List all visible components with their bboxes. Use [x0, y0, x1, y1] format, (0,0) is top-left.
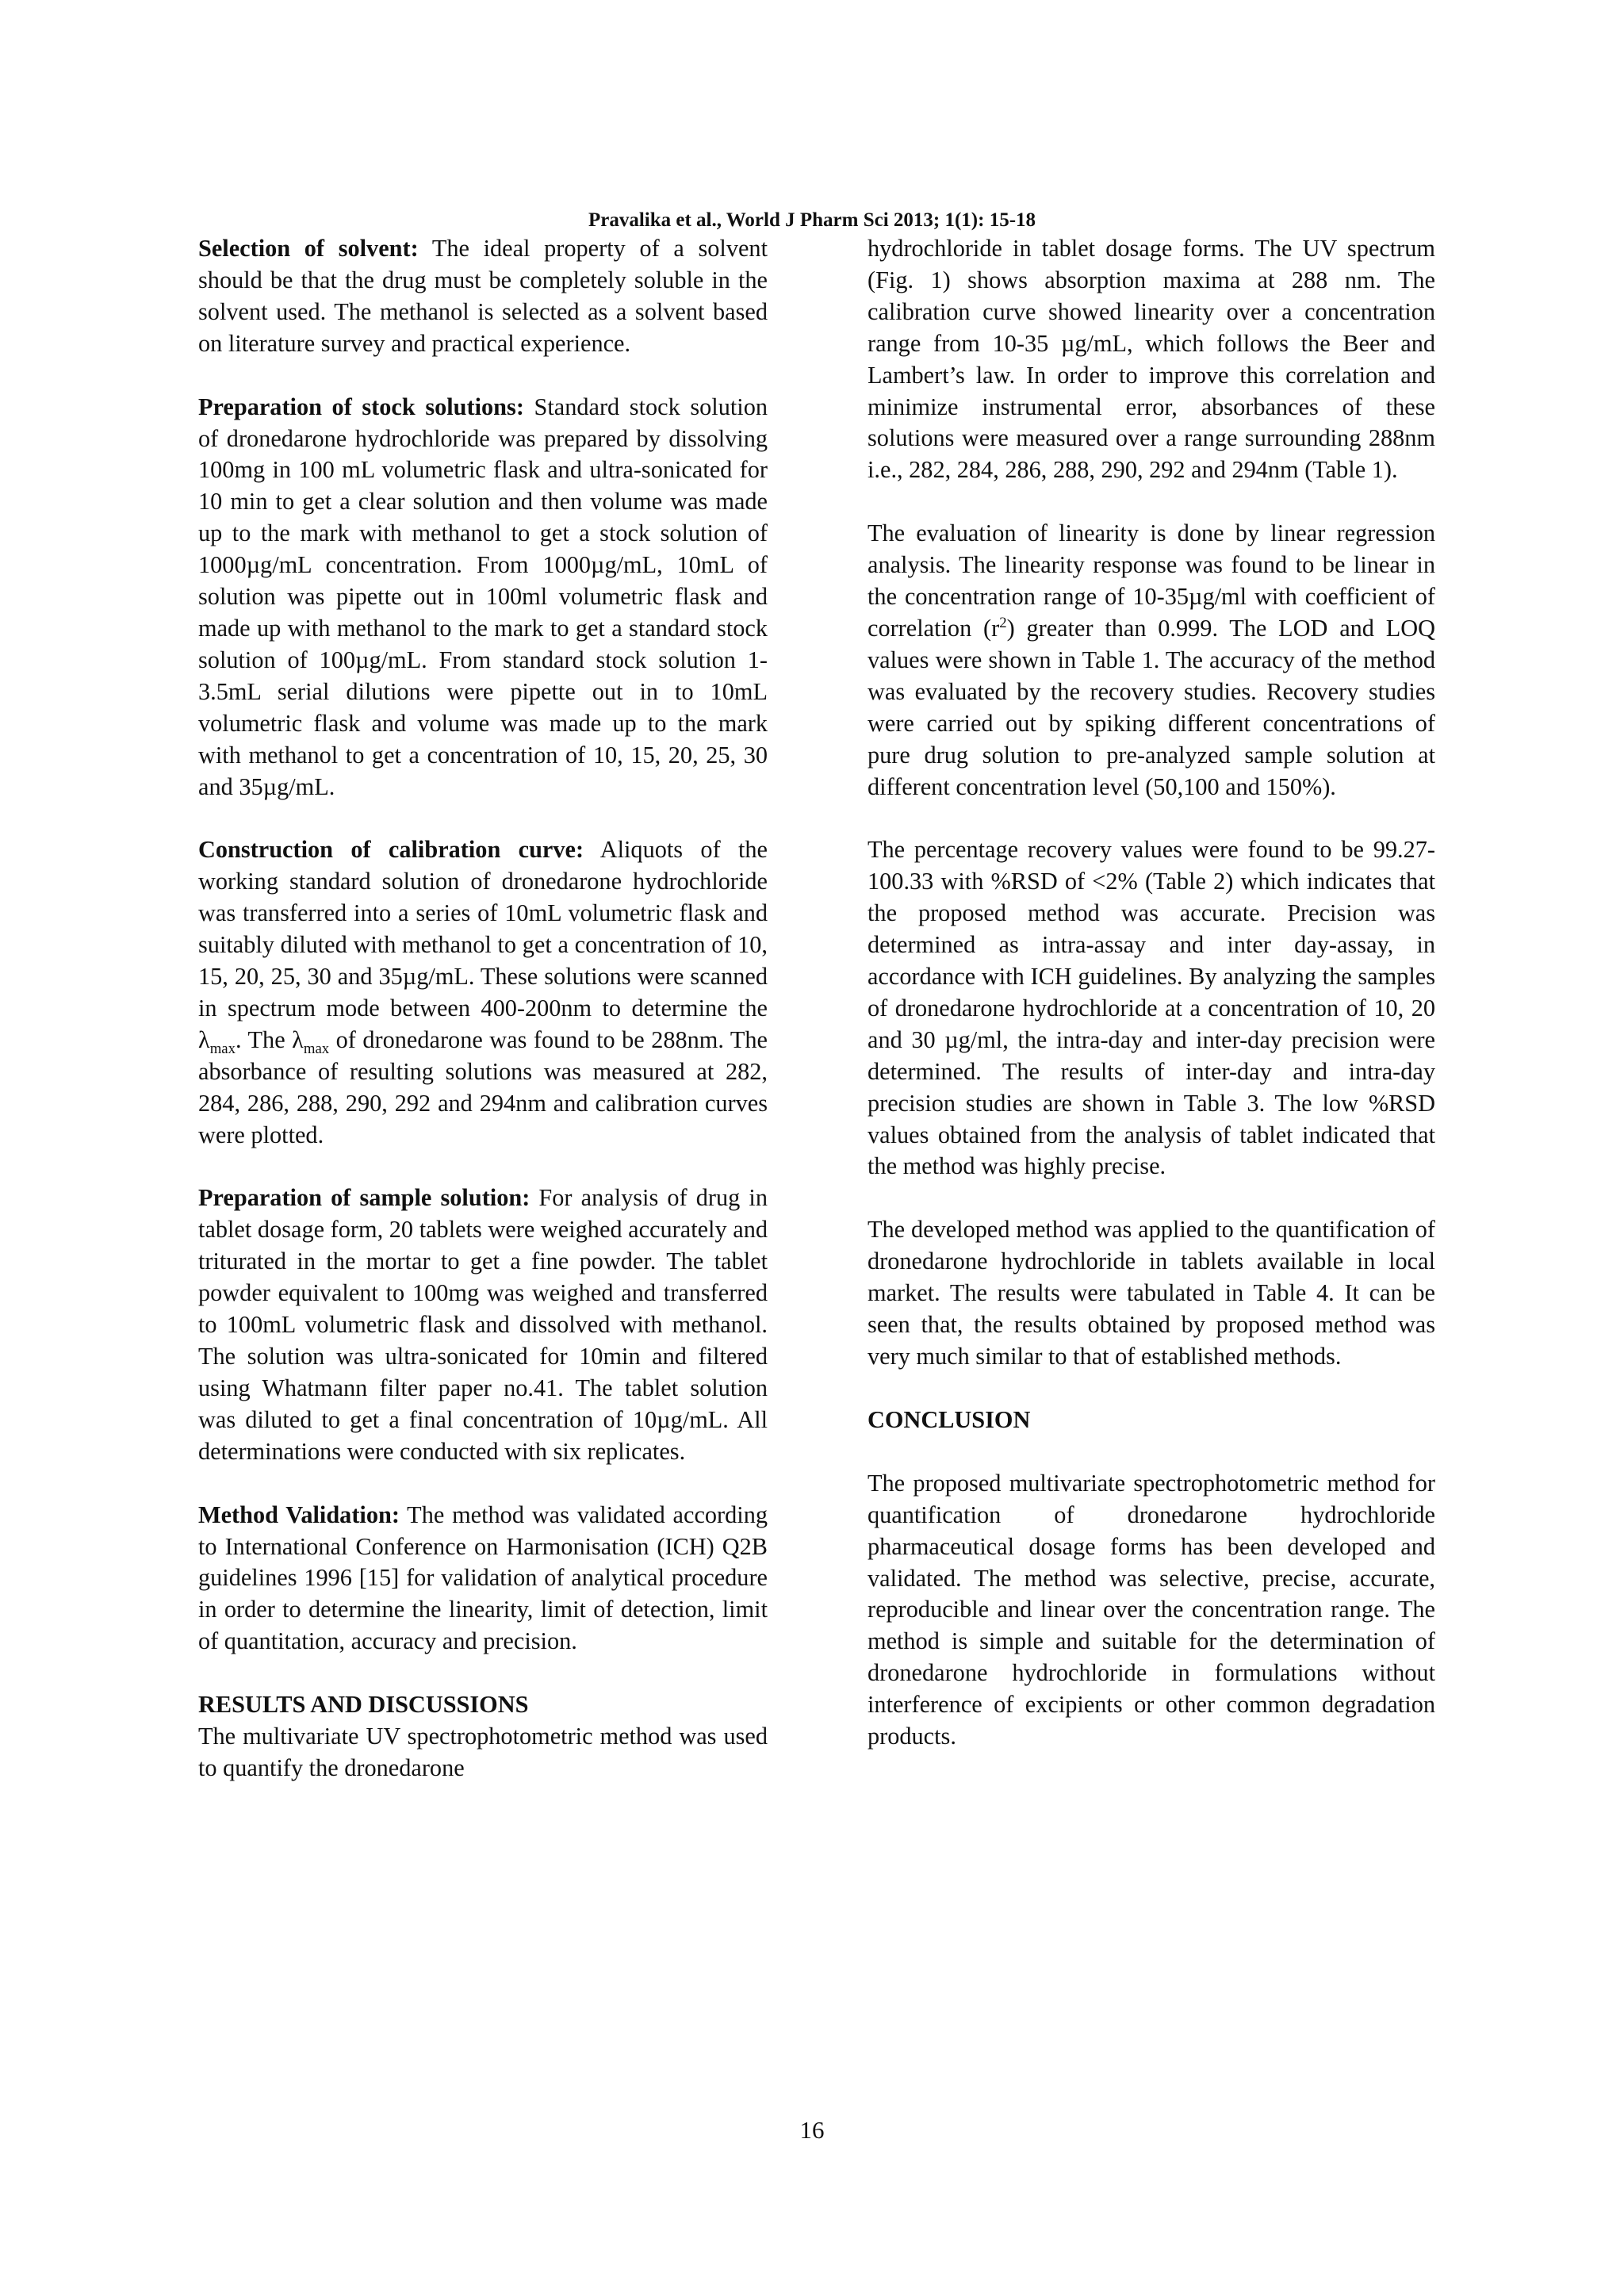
lambda-subscript: max	[303, 1040, 330, 1057]
paragraph-method-validation	[198, 1500, 768, 1658]
paragraph-text: ) greater than 0.999. The LOD and LOQ values were shown in Table 1. The accuracy of the method was evaluated by the recovery studies. Recovery studies were carried out by spiking different concentrations of pure drug solution to pre-analyzed sample solution at different concentration level (50,100 and 150%).	[868, 614, 1435, 800]
paragraph-sample-solution	[198, 1182, 768, 1467]
paragraph-conclusion: The proposed multivariate spectrophotometric method for quantification of dronedarone hydrochloride pharmaceutical dosage forms has been developed and validated. The method was selective, precise, accurate, reproducible and linear over the concentration range. The method is simple and suitable for the determination of dronedarone hydrochloride in formulations without interference of excipients or other common degradation products.	[868, 1469, 1435, 1750]
section-label: Construction of calibration curve:	[198, 836, 584, 864]
section-label: Preparation of sample solution:	[198, 1184, 530, 1212]
page-number: 16	[799, 2116, 825, 2144]
paragraph-results: The multivariate UV spectrophotometric method was used to quantify the dronedarone	[198, 1723, 768, 1781]
paragraph-uv-spectrum: hydrochloride in tablet dosage forms. The UV spectrum (Fig. 1) shows absorption maxima at 288 nm. The calibration curve showed linearity over a concentration range from 10-35 µg/mL, which follows the Beer and Lambert’s law. In order to improve this correlation and minimize instrumental error, absorbances of these solutions were measured over a range surrounding 288nm i.e., 282, 284, 286, 288, 290, 292 and 294nm (Table 1).	[868, 235, 1435, 484]
lambda-symbol: λ	[198, 1025, 210, 1053]
paragraph-text: Aliquots of the working standard solution of dronedarone hydrochloride was transferred into a series of 10mL volumetric flask and suitably diluted with methanol to get a concentration of 10, 15, 20, 25, 30 and 35µg/mL. These solutions were scanned in spectrum mode between 400-200nm to determine the	[198, 836, 768, 1022]
results-heading: RESULTS AND DISCUSSIONS	[198, 1691, 529, 1719]
lambda-subscript: max	[209, 1040, 236, 1057]
paragraph-stock-solutions	[198, 392, 768, 803]
paragraph-text: Standard stock solution of dronedarone hydrochloride was prepared by dissolving 100mg in 100 mL volumetric flask and ultra-sonicated for 10 min to get a clear solution and then volume was made up to the mark with methanol to get a stock solution of 1000µg/mL concentration. From 1000µg/mL, 10mL of solution was pipette out in 100ml volumetric flask and made up with methanol to the mark to get a standard stock solution of 100µg/mL. From standard stock solution 1-3.5mL serial dilutions were pipette out in to 10mL volumetric flask and volume was made up to the mark with methanol to get a concentration of 10, 15, 20, 25, 30 and 35µg/mL.	[198, 393, 768, 800]
section-label: Method Validation:	[198, 1501, 400, 1528]
section-label: Preparation of stock solutions:	[198, 393, 524, 420]
superscript: 2	[999, 614, 1007, 631]
paragraph-text: For analysis of drug in tablet dosage form, 20 tablets were weighed accurately and triturated in the mortar to get a fine powder. The tablet powder equivalent to 100mg was weighed and transferred to 100mL volumetric flask and dissolved with methanol. The solution was ultra-sonicated for 10min and filtered using Whatmann filter paper no.41. The tablet solution was diluted to get a final concentration of 10µg/mL. All determinations were conducted with six replicates.	[198, 1184, 768, 1465]
conclusion-heading: CONCLUSION	[868, 1405, 1031, 1433]
paragraph-recovery: The percentage recovery values were found to be 99.27-100.33 with %RSD of <2% (Table 2) which indicates that the proposed method was accurate. Precision was determined as intra-assay and inter day-assay, in accordance with ICH guidelines. By analyzing the samples of dronedarone hydrochloride at a concentration of 10, 20 and 30 µg/ml, the intra-day and inter-day precision were determined. The results of inter-day and intra-day precision studies are shown in Table 3. The low %RSD values obtained from the analysis of tablet indicated that the method was highly precise.	[868, 836, 1435, 1180]
paragraph-text: The ideal property of a solvent should be that the drug must be completely soluble in the solvent used. The methanol is selected as a solvent based on literature survey and practical experience.	[198, 235, 768, 357]
paragraph-text: The method was validated according to International Conference on Harmonisation (ICH) Q2B guidelines 1996 [15] for validation of analytical procedure in order to determine the linearity, limit of detection, limit of quantitation, accuracy and precision.	[198, 1501, 768, 1655]
section-label: Selection of solvent:	[198, 235, 419, 262]
paragraph-selection-of-solvent	[198, 233, 768, 360]
paragraph-text: . The	[236, 1025, 293, 1053]
paragraph-text: of dronedarone was found to be 288nm. The absorbance of resulting solutions was measured at 282, 284, 286, 288, 290, 292 and 294nm and calibration curves were plotted.	[198, 1025, 768, 1148]
paragraph-calibration-curve	[198, 834, 768, 1151]
running-head: Pravalika et al., World J Pharm Sci 2013; 1(1): 15-18	[588, 209, 1036, 231]
paragraph-application: The developed method was applied to the quantification of dronedarone hydrochloride in tablets available in local market. The results were tabulated in Table 4. It can be seen that, the results obtained by proposed method was very much similar to that of established methods.	[868, 1216, 1435, 1370]
right-column	[868, 233, 1435, 1753]
lambda-symbol: λ	[292, 1025, 304, 1053]
paragraph-text: The evaluation of linearity is done by linear regression analysis. The linearity response was found to be linear in the concentration range of 10-35µg/ml with coefficient of correlation (r	[868, 519, 1435, 642]
left-column	[198, 233, 768, 1784]
paragraph-linearity	[868, 518, 1435, 803]
